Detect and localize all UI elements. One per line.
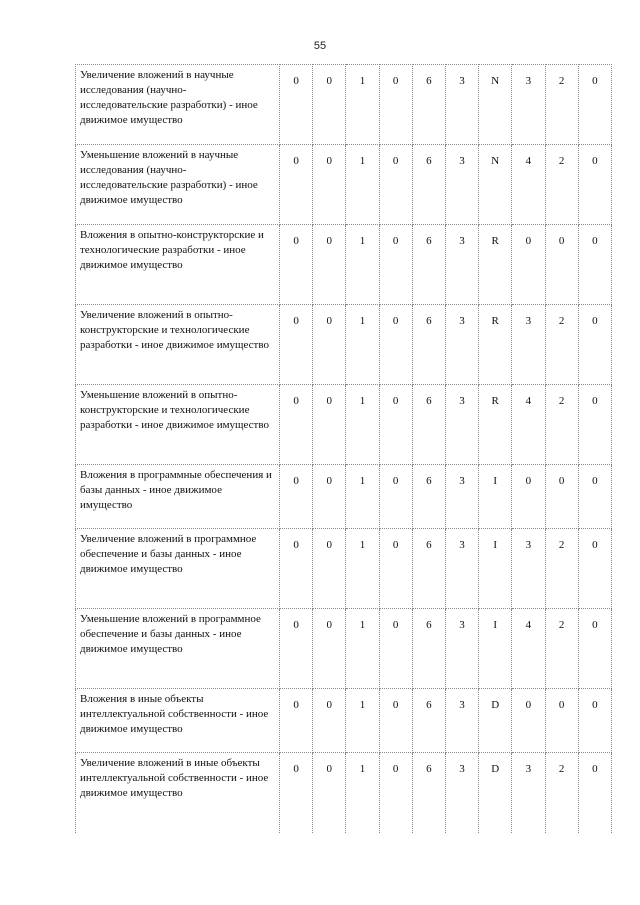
code-cell: 2 [545,145,578,225]
table-row [76,385,612,465]
code-cell: 2 [545,385,578,465]
code-cell: 6 [412,305,445,385]
code-cell: 0 [545,225,578,305]
table-row [76,689,612,753]
code-cell: 0 [313,305,346,385]
code-cell: 0 [280,529,313,609]
code-cell: D [479,689,512,753]
code-cell: 0 [379,529,412,609]
code-cell: 0 [379,385,412,465]
code-cell: 3 [445,145,478,225]
code-cell: 1 [346,753,379,833]
row-description: Вложения в опытно-конструкторские и технологические разработки - иное движимое имущество [76,225,280,305]
code-cell: 0 [512,689,545,753]
code-cell: 0 [280,145,313,225]
code-cell: 6 [412,65,445,145]
table-row [76,529,612,609]
code-cell: 1 [346,385,379,465]
code-cell: D [479,753,512,833]
code-cell: 0 [313,465,346,529]
code-cell: R [479,385,512,465]
code-cell: 1 [346,465,379,529]
code-cell: 0 [280,385,313,465]
code-cell: 0 [313,609,346,689]
code-cell: 2 [545,305,578,385]
code-cell: 0 [578,385,611,465]
code-cell: R [479,225,512,305]
code-cell: 1 [346,689,379,753]
code-cell: 1 [346,609,379,689]
code-cell: 2 [545,753,578,833]
code-cell: 3 [445,753,478,833]
code-cell: 0 [578,609,611,689]
code-cell: 3 [445,465,478,529]
code-cell: 0 [379,609,412,689]
code-cell: 0 [578,753,611,833]
code-cell: 3 [445,305,478,385]
code-cell: 1 [346,305,379,385]
table-row [76,465,612,529]
code-cell: 2 [545,529,578,609]
code-cell: 6 [412,609,445,689]
row-description: Вложения в иные объекты интеллектуальной собственности - иное движимое имущество [76,689,280,753]
code-cell: 0 [578,529,611,609]
table-body [76,65,612,833]
code-cell: 1 [346,65,379,145]
code-cell: 0 [280,609,313,689]
code-cell: 6 [412,529,445,609]
row-description: Уменьшение вложений в программное обеспечение и базы данных - иное движимое имущество [76,609,280,689]
code-cell: 0 [313,145,346,225]
code-cell: 0 [280,65,313,145]
table-row [76,609,612,689]
code-cell: 2 [545,609,578,689]
account-codes-table [75,64,612,833]
code-cell: 0 [512,225,545,305]
code-cell: 0 [578,465,611,529]
code-cell: 0 [313,753,346,833]
code-cell: 0 [578,225,611,305]
code-cell: 3 [512,529,545,609]
code-cell: 0 [313,529,346,609]
code-cell: I [479,465,512,529]
table-row [76,305,612,385]
code-cell: 0 [578,305,611,385]
table-row [76,225,612,305]
row-description: Увеличение вложений в научные исследования (научно-исследовательские разработки) - иное движимое имущество [76,65,280,145]
code-cell: 3 [512,65,545,145]
code-cell: 4 [512,609,545,689]
code-cell: 6 [412,145,445,225]
page-number: 55 [313,40,327,52]
code-cell: I [479,529,512,609]
code-cell: 3 [445,529,478,609]
code-cell: 3 [445,689,478,753]
code-cell: 0 [545,465,578,529]
code-cell: 0 [313,225,346,305]
code-cell: 0 [280,753,313,833]
code-cell: 3 [445,385,478,465]
code-cell: 1 [346,145,379,225]
code-cell: 0 [578,689,611,753]
code-cell: 3 [512,753,545,833]
code-cell: 0 [379,753,412,833]
code-cell: 6 [412,385,445,465]
row-description: Уменьшение вложений в опытно-конструкторские и технологические разработки - иное движимое имущество [76,385,280,465]
code-cell: 6 [412,689,445,753]
row-description: Увеличение вложений в программное обеспечение и базы данных - иное движимое имущество [76,529,280,609]
code-cell: 2 [545,65,578,145]
table-row [76,145,612,225]
code-cell: 6 [412,753,445,833]
code-cell: 0 [313,689,346,753]
code-cell: 0 [578,145,611,225]
code-cell: 0 [313,385,346,465]
code-cell: 0 [379,225,412,305]
code-cell: 0 [379,465,412,529]
code-cell: 0 [545,689,578,753]
table-row [76,65,612,145]
code-cell: 6 [412,465,445,529]
code-cell: N [479,65,512,145]
code-cell: 0 [512,465,545,529]
code-cell: 0 [379,689,412,753]
row-description: Увеличение вложений в опытно-конструкторские и технологические разработки - иное движимое имущество [76,305,280,385]
code-cell: 0 [379,145,412,225]
code-cell: 0 [578,65,611,145]
row-description: Уменьшение вложений в научные исследования (научно-исследовательские разработки) - иное движимое имущество [76,145,280,225]
code-cell: 0 [379,305,412,385]
code-cell: 1 [346,225,379,305]
code-cell: 0 [379,65,412,145]
code-cell: 0 [280,689,313,753]
code-cell: N [479,145,512,225]
code-cell: 0 [280,225,313,305]
code-cell: 4 [512,385,545,465]
code-cell: 3 [445,225,478,305]
code-cell: 3 [512,305,545,385]
code-cell: 6 [412,225,445,305]
row-description: Вложения в программные обеспечения и базы данных - иное движимое имущество [76,465,280,529]
row-description: Увеличение вложений в иные объекты интеллектуальной собственности - иное движимое имущество [76,753,280,833]
code-cell: 4 [512,145,545,225]
code-cell: 0 [280,305,313,385]
code-cell: 3 [445,65,478,145]
code-cell: 0 [280,465,313,529]
code-cell: 0 [313,65,346,145]
code-cell: 1 [346,529,379,609]
code-cell: R [479,305,512,385]
table-row [76,753,612,833]
code-cell: I [479,609,512,689]
code-cell: 3 [445,609,478,689]
